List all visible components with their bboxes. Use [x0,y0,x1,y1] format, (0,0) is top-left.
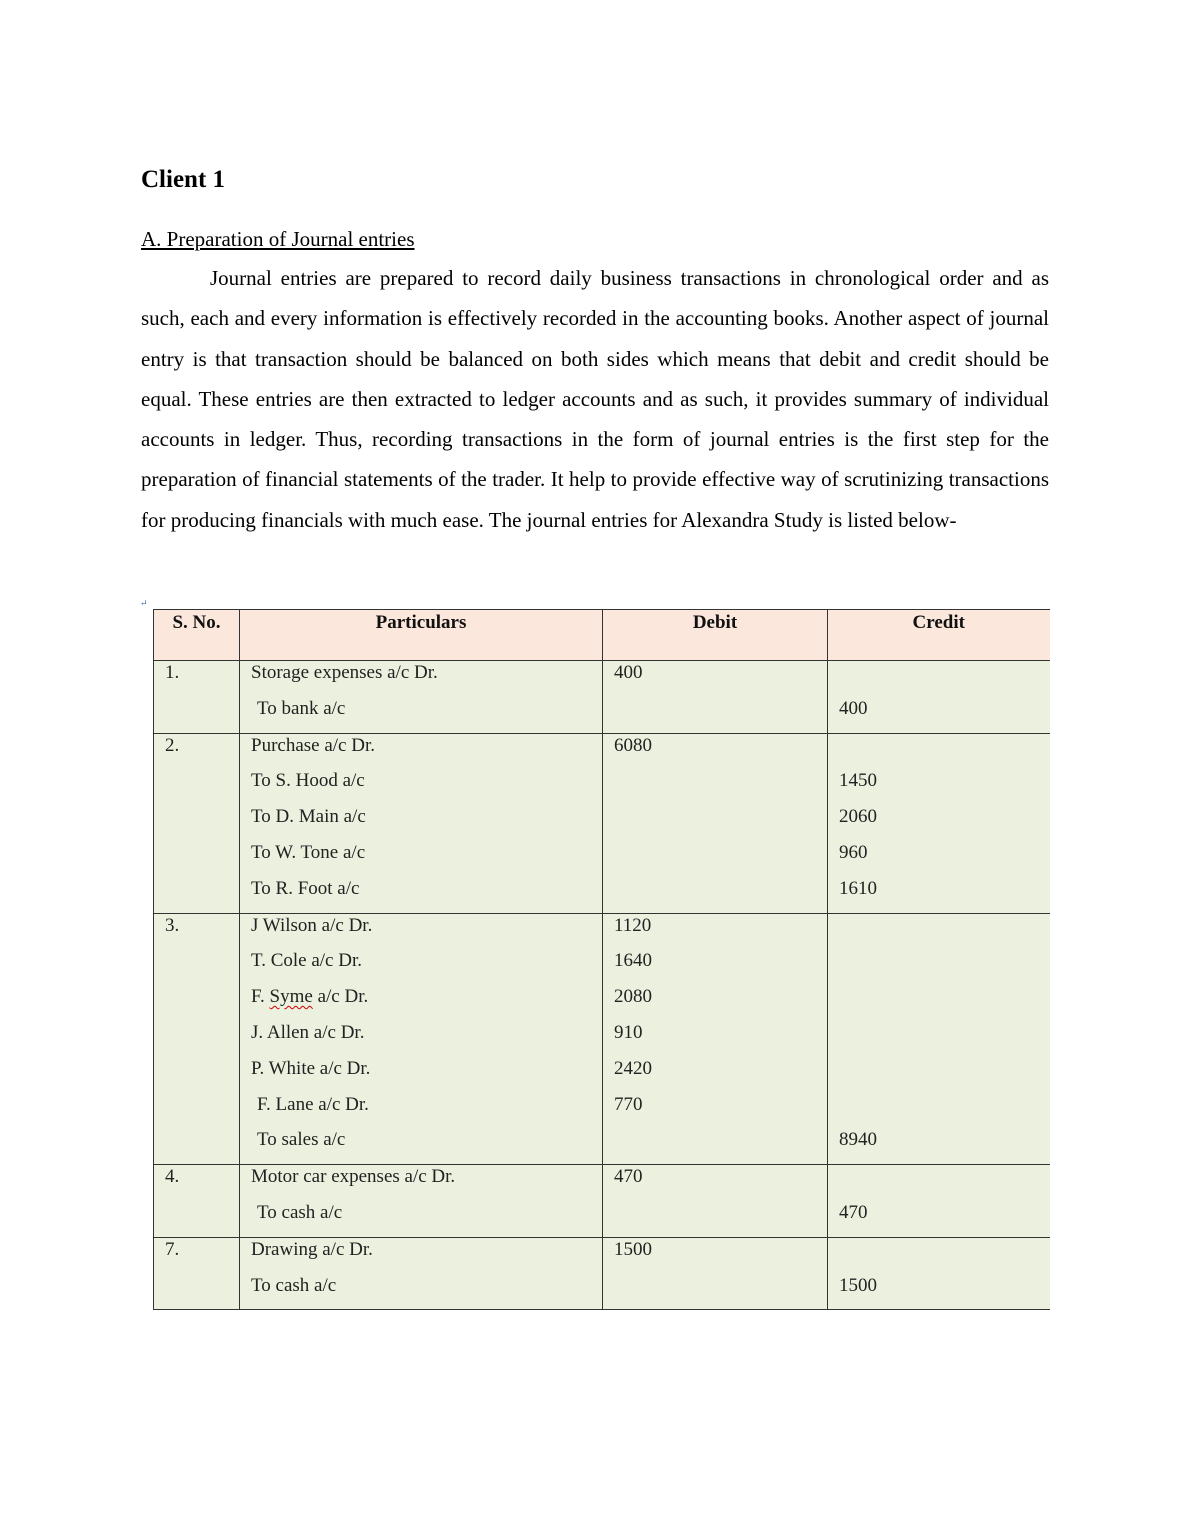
cell-debit [603,733,828,913]
credit-value [839,1093,1050,1129]
page-title: Client 1 [141,166,226,193]
debit-value [614,1128,827,1164]
debit-value: 910 [614,1021,643,1043]
particular-text: Drawing a/c Dr. [251,1238,373,1260]
cell-credit [828,1237,1050,1310]
cell-particulars [240,733,603,913]
particular-text: To S. Hood a/c [251,770,365,792]
sno-value: 7. [165,1238,180,1260]
credit-value: 470 [839,1201,868,1223]
cell-particulars [240,1165,603,1238]
cell-credit [828,1165,1050,1238]
debit-value [614,1201,827,1237]
debit-value: 470 [614,1166,643,1188]
particular-text: To R. Foot a/c [251,877,360,899]
table-row [154,913,1050,1165]
credit-value [839,1238,1050,1274]
particular-text: To sales a/c [257,1129,346,1151]
cell-sno [154,1165,240,1238]
particular-text: Storage expenses a/c Dr. [251,662,438,683]
sno-value: 3. [165,914,180,936]
particular-text: T. Cole a/c Dr. [251,950,362,972]
cell-sno [154,913,240,1165]
credit-value [839,985,1050,1021]
particular-text: F. Lane a/c Dr. [257,1093,369,1115]
debit-value [614,697,827,733]
particular-text: P. White a/c Dr. [251,1057,371,1079]
table-row [154,661,1050,734]
spellcheck-word: Syme [269,986,313,1008]
section-heading: A. Preparation of Journal entries [141,227,415,251]
credit-value [839,661,1050,697]
credit-value: 960 [839,841,868,863]
debit-value: 1640 [614,950,652,972]
credit-value: 1610 [839,877,877,899]
table-row [154,1165,1050,1238]
header-debit: Debit [603,610,828,661]
debit-value [614,1274,827,1310]
credit-value: 1500 [839,1274,877,1296]
sno-value: 1. [165,662,180,683]
cell-sno [154,661,240,734]
cell-particulars [240,1237,603,1310]
cell-debit [603,913,828,1165]
cell-credit [828,733,1050,913]
cell-credit [828,913,1050,1165]
cell-sno [154,733,240,913]
particular-text: F. Syme a/c Dr. [251,986,369,1008]
particular-text: To bank a/c [257,697,346,719]
debit-value [614,877,827,913]
table-row [154,1237,1050,1310]
cell-credit [828,661,1050,734]
credit-value [839,1021,1050,1057]
cell-particulars [240,661,603,734]
particular-text: Purchase a/c Dr. [251,734,375,756]
particular-text: Motor car expenses a/c Dr. [251,1166,456,1188]
sno-value: 2. [165,734,180,756]
header-sno: S. No. [154,610,240,661]
particular-text: To cash a/c [257,1201,343,1223]
credit-value: 1450 [839,770,877,792]
particular-text: To cash a/c [251,1274,337,1296]
credit-value: 2060 [839,806,877,828]
credit-value [839,734,1050,770]
debit-value: 770 [614,1093,643,1115]
particular-text: J. Allen a/c Dr. [251,1021,365,1043]
cell-debit [603,1237,828,1310]
debit-value [614,769,827,805]
credit-value: 400 [839,697,868,719]
credit-value [839,1165,1050,1201]
particular-text: To D. Main a/c [251,806,366,828]
credit-value [839,1057,1050,1093]
anchor-icon: ↵ [140,598,148,608]
debit-value [614,805,827,841]
debit-value: 6080 [614,734,652,756]
body-paragraph: Journal entries are prepared to record daily business transactions in chronological order and as such, each and every information is effectively recorded in the accounting books. Another aspect of journal entry is that transaction should be balanced on both sides which means that debit and credit should be equal. These entries are then extracted to ledger accounts and as such, it provides summary of individual accounts in ledger. Thus, recording transactions in the form of journal entries is the first step for the preparation of financial statements of the trader. It help to provide effective way of scrutinizing transactions for producing financials with much ease. The journal entries for Alexandra Study is listed below- [141,266,1049,532]
debit-value: 1120 [614,914,652,936]
cell-sno [154,1237,240,1310]
journal-table-container [153,609,1049,1310]
debit-value: 400 [614,662,643,683]
debit-value: 2080 [614,986,652,1008]
debit-value [614,841,827,877]
journal-table [153,609,1050,1310]
cell-debit [603,1165,828,1238]
table-body [154,661,1050,1310]
particular-text: J Wilson a/c Dr. [251,914,373,936]
debit-value: 2420 [614,1057,652,1079]
sno-value: 4. [165,1166,180,1188]
credit-value [839,914,1050,950]
table-row [154,733,1050,913]
header-credit: Credit [828,610,1050,661]
cell-debit [603,661,828,734]
header-particulars: Particulars [240,610,603,661]
credit-value [839,949,1050,985]
debit-value: 1500 [614,1238,652,1260]
credit-value: 8940 [839,1129,877,1151]
cell-particulars [240,913,603,1165]
particular-text: To W. Tone a/c [251,841,366,863]
table-header-row [154,610,1050,661]
